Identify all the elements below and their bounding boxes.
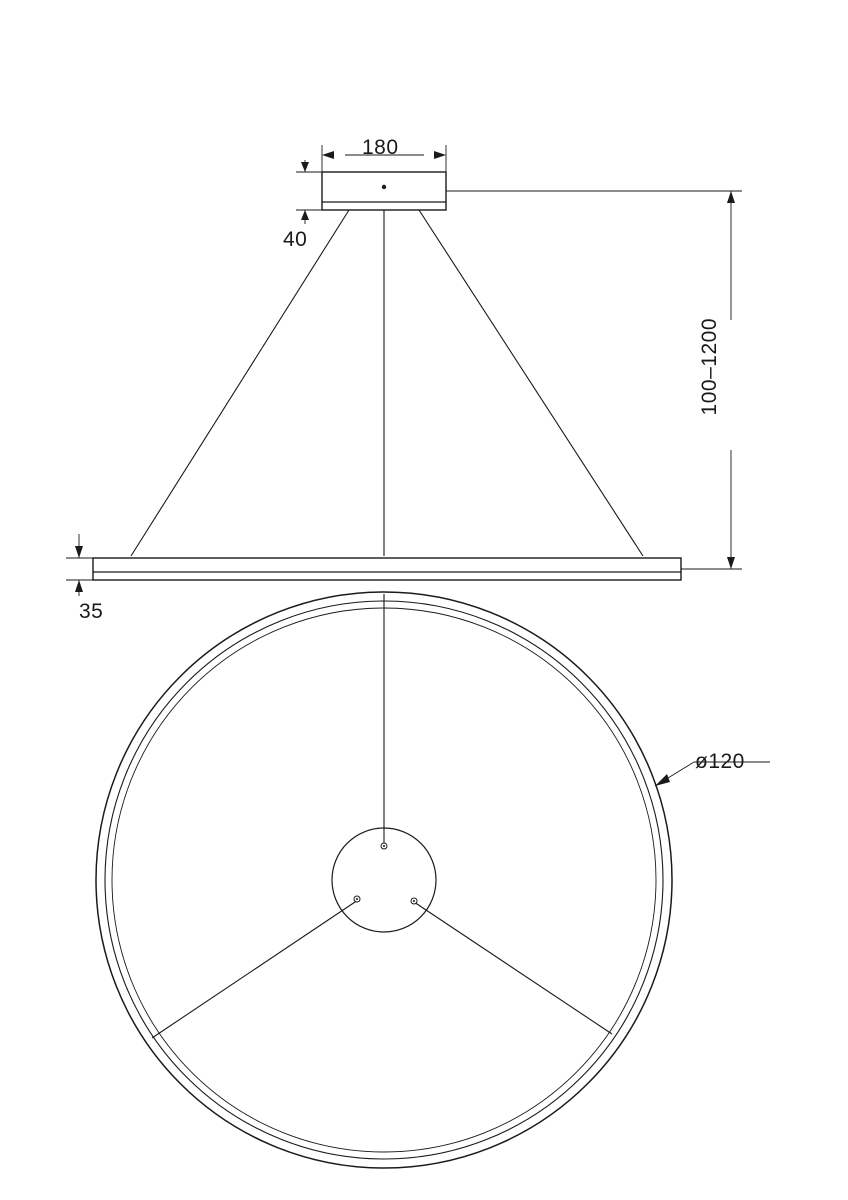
dimension-label-suspension-range: 100–1200 xyxy=(698,318,721,416)
dimension-label-ring-diameter: ø120 xyxy=(695,750,745,773)
led-ring-profile-shape xyxy=(93,558,681,580)
dimension-label-ring-height: 35 xyxy=(79,600,104,623)
dimension-label-canopy-width: 180 xyxy=(362,136,399,159)
ceiling-canopy-shape xyxy=(322,172,446,210)
suspension-cables-shape xyxy=(131,210,643,556)
dimension-label-canopy-height: 40 xyxy=(283,228,308,251)
